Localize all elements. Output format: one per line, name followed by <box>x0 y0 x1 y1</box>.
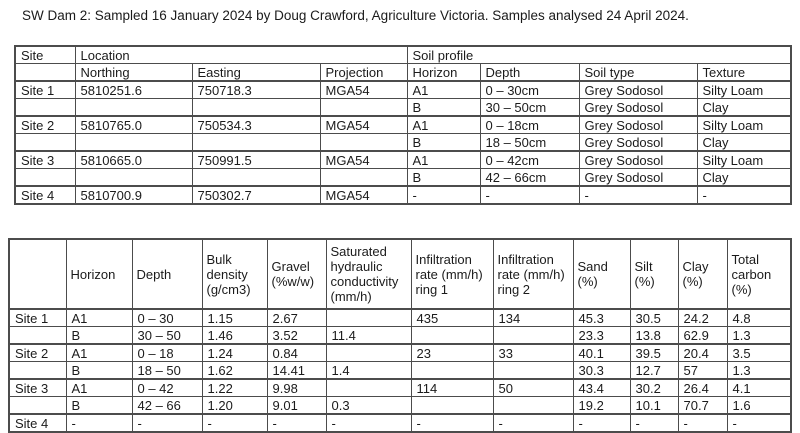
table-cell: 5810700.9 <box>75 186 192 204</box>
col-header-gravel: Gravel (%w/w) <box>267 239 326 309</box>
table-header-row <box>9 239 791 309</box>
table-cell <box>493 327 573 345</box>
table-cell: 19.2 <box>573 397 630 415</box>
table-cell: 40.1 <box>573 344 630 362</box>
table-cell: A1 <box>66 309 132 327</box>
col-header-projection: Projection <box>320 64 407 82</box>
table-row <box>9 362 791 380</box>
table-cell: 43.4 <box>573 379 630 397</box>
table-cell: 11.4 <box>326 327 411 345</box>
table-cell: Clay <box>697 134 791 152</box>
table-row <box>15 169 791 187</box>
table-cell: 30 – 50 <box>132 327 202 345</box>
table-cell: 435 <box>411 309 493 327</box>
table-cell: Grey Sodosol <box>579 81 697 99</box>
table-cell: 0 – 18cm <box>480 116 579 134</box>
col-header-soil-type: Soil type <box>579 64 697 82</box>
table-cell: 42 – 66 <box>132 397 202 415</box>
table-cell <box>192 99 320 117</box>
col-header-clay: Clay (%) <box>678 239 727 309</box>
table-cell: 50 <box>493 379 573 397</box>
table-cell: Grey Sodosol <box>579 116 697 134</box>
col-header-infiltration-rate-ring-2: Infiltration rate (mm/h) ring 2 <box>493 239 573 309</box>
table-cell: MGA54 <box>320 116 407 134</box>
table-cell <box>192 169 320 187</box>
col-header-depth: Depth <box>132 239 202 309</box>
col-header-empty <box>15 64 75 82</box>
table-cell: 0.84 <box>267 344 326 362</box>
table-cell <box>75 99 192 117</box>
table-cell: 4.8 <box>727 309 791 327</box>
table-cell: 114 <box>411 379 493 397</box>
table-cell: 1.62 <box>202 362 267 380</box>
table-cell: Grey Sodosol <box>579 151 697 169</box>
table-cell: 24.2 <box>678 309 727 327</box>
table-cell: - <box>326 414 411 432</box>
col-header-horizon: Horizon <box>407 64 480 82</box>
table-cell: 1.22 <box>202 379 267 397</box>
table-cell: 30.2 <box>630 379 678 397</box>
col-header-bulk-density: Bulk density (g/cm3) <box>202 239 267 309</box>
table-group-header-row <box>15 46 791 64</box>
table-cell: - <box>630 414 678 432</box>
col-header-saturated-hydraulic-conductivity: Saturated hydraulic conductivity (mm/h) <box>326 239 411 309</box>
col-header-silt: Silt (%) <box>630 239 678 309</box>
table-cell: 30.5 <box>630 309 678 327</box>
table-cell: - <box>579 186 697 204</box>
table-subheader-row <box>15 64 791 82</box>
table-cell: Site 2 <box>15 116 75 134</box>
col-header-total-carbon: Total carbon (%) <box>727 239 791 309</box>
col-header-easting: Easting <box>192 64 320 82</box>
table-cell: - <box>573 414 630 432</box>
table-cell: 750991.5 <box>192 151 320 169</box>
table-cell: - <box>411 414 493 432</box>
table-row <box>9 344 791 362</box>
col-header-location-group: Location <box>75 46 407 64</box>
table-cell: 5810251.6 <box>75 81 192 99</box>
table-cell <box>320 169 407 187</box>
table-cell <box>493 362 573 380</box>
table-cell: - <box>202 414 267 432</box>
table-cell: 5810765.0 <box>75 116 192 134</box>
table-cell: 1.46 <box>202 327 267 345</box>
table-cell <box>411 397 493 415</box>
table-cell: 0 – 42 <box>132 379 202 397</box>
table-cell: Grey Sodosol <box>579 169 697 187</box>
table-cell: MGA54 <box>320 186 407 204</box>
table-cell: 12.7 <box>630 362 678 380</box>
table-cell: 62.9 <box>678 327 727 345</box>
table-cell: - <box>66 414 132 432</box>
table-cell: B <box>407 134 480 152</box>
table-cell <box>320 99 407 117</box>
table-cell: Silty Loam <box>697 116 791 134</box>
table-cell: B <box>407 169 480 187</box>
table-row <box>15 134 791 152</box>
table-cell: Site 3 <box>15 151 75 169</box>
table-cell: - <box>407 186 480 204</box>
table-cell <box>9 362 66 380</box>
table-row <box>9 414 791 432</box>
table-cell: 3.52 <box>267 327 326 345</box>
col-header-northing: Northing <box>75 64 192 82</box>
table-cell: Silty Loam <box>697 81 791 99</box>
col-header-depth: Depth <box>480 64 579 82</box>
table-cell: - <box>678 414 727 432</box>
table-row <box>15 151 791 169</box>
table-cell: 14.41 <box>267 362 326 380</box>
table-row <box>9 327 791 345</box>
table-cell: 1.4 <box>326 362 411 380</box>
table-cell: 0 – 30cm <box>480 81 579 99</box>
table-cell: 23 <box>411 344 493 362</box>
table-cell: A1 <box>407 116 480 134</box>
col-header-soil-profile-group: Soil profile <box>407 46 791 64</box>
table-cell <box>75 169 192 187</box>
table-cell: 42 – 66cm <box>480 169 579 187</box>
table-row <box>9 309 791 327</box>
table-cell: 134 <box>493 309 573 327</box>
table-cell: 39.5 <box>630 344 678 362</box>
table-cell: 0 – 18 <box>132 344 202 362</box>
table-cell: 9.01 <box>267 397 326 415</box>
table-cell: Site 4 <box>9 414 66 432</box>
table-cell <box>9 397 66 415</box>
col-header-texture: Texture <box>697 64 791 82</box>
table-cell: 750302.7 <box>192 186 320 204</box>
table-cell: 23.3 <box>573 327 630 345</box>
document-title: SW Dam 2: Sampled 16 January 2024 by Doug Crawford, Agriculture Victoria. Samples analysed 24 April 2024. <box>22 8 689 23</box>
table-cell: - <box>727 414 791 432</box>
table-cell: 1.24 <box>202 344 267 362</box>
table-cell: 26.4 <box>678 379 727 397</box>
table-row <box>15 99 791 117</box>
table-cell: 1.15 <box>202 309 267 327</box>
soil-properties-table <box>8 238 792 433</box>
table-cell <box>75 134 192 152</box>
table-cell: 1.3 <box>727 362 791 380</box>
table-cell: 9.98 <box>267 379 326 397</box>
table-cell: 4.1 <box>727 379 791 397</box>
table-cell: 45.3 <box>573 309 630 327</box>
table-cell <box>326 309 411 327</box>
table-cell: 30 – 50cm <box>480 99 579 117</box>
table-row <box>9 379 791 397</box>
table-cell: 1.3 <box>727 327 791 345</box>
table-cell: 2.67 <box>267 309 326 327</box>
table-cell: A1 <box>407 151 480 169</box>
table-cell: B <box>66 327 132 345</box>
table-cell <box>411 327 493 345</box>
table-row <box>15 81 791 99</box>
table-cell <box>15 169 75 187</box>
table-cell: MGA54 <box>320 81 407 99</box>
table-cell: - <box>493 414 573 432</box>
table-cell: - <box>480 186 579 204</box>
table-cell: 10.1 <box>630 397 678 415</box>
table-cell: A1 <box>407 81 480 99</box>
table-cell: 5810665.0 <box>75 151 192 169</box>
table-cell <box>15 134 75 152</box>
table-cell: B <box>66 397 132 415</box>
table-cell: - <box>267 414 326 432</box>
table-cell: 30.3 <box>573 362 630 380</box>
table-cell: - <box>697 186 791 204</box>
table-cell <box>411 362 493 380</box>
col-header-sand: Sand (%) <box>573 239 630 309</box>
table-cell: Site 4 <box>15 186 75 204</box>
table-row <box>15 186 791 204</box>
col-header-infiltration-rate-ring-1: Infiltration rate (mm/h) ring 1 <box>411 239 493 309</box>
table-cell: 750718.3 <box>192 81 320 99</box>
table-cell: Site 1 <box>9 309 66 327</box>
table-cell: 57 <box>678 362 727 380</box>
table-cell: Site 1 <box>15 81 75 99</box>
table-cell: 33 <box>493 344 573 362</box>
table-cell: - <box>132 414 202 432</box>
table-cell: 70.7 <box>678 397 727 415</box>
table-cell: 0.3 <box>326 397 411 415</box>
table-cell <box>320 134 407 152</box>
table-cell: 750534.3 <box>192 116 320 134</box>
table-cell: B <box>407 99 480 117</box>
col-header-horizon: Horizon <box>66 239 132 309</box>
table-cell: A1 <box>66 344 132 362</box>
table-row <box>9 397 791 415</box>
table-cell: 18 – 50 <box>132 362 202 380</box>
table-cell: 0 – 30 <box>132 309 202 327</box>
col-header-empty <box>9 239 66 309</box>
table-cell: 1.20 <box>202 397 267 415</box>
table-cell: A1 <box>66 379 132 397</box>
table-cell: 18 – 50cm <box>480 134 579 152</box>
table-cell <box>192 134 320 152</box>
table-cell: Clay <box>697 99 791 117</box>
location-soil-profile-table <box>14 45 792 205</box>
table-cell <box>493 397 573 415</box>
table-cell: Site 3 <box>9 379 66 397</box>
table-cell: Grey Sodosol <box>579 134 697 152</box>
table-cell: 20.4 <box>678 344 727 362</box>
table-cell: Site 2 <box>9 344 66 362</box>
table-cell <box>326 344 411 362</box>
table-cell: 3.5 <box>727 344 791 362</box>
table-cell: Grey Sodosol <box>579 99 697 117</box>
table-cell: 0 – 42cm <box>480 151 579 169</box>
table-cell: 1.6 <box>727 397 791 415</box>
table-cell: B <box>66 362 132 380</box>
table-cell: MGA54 <box>320 151 407 169</box>
table-row <box>15 116 791 134</box>
col-header-site: Site <box>15 46 75 64</box>
table-cell: Silty Loam <box>697 151 791 169</box>
table-cell <box>9 327 66 345</box>
table-cell: 13.8 <box>630 327 678 345</box>
table-cell: Clay <box>697 169 791 187</box>
table-cell <box>326 379 411 397</box>
table-cell <box>15 99 75 117</box>
